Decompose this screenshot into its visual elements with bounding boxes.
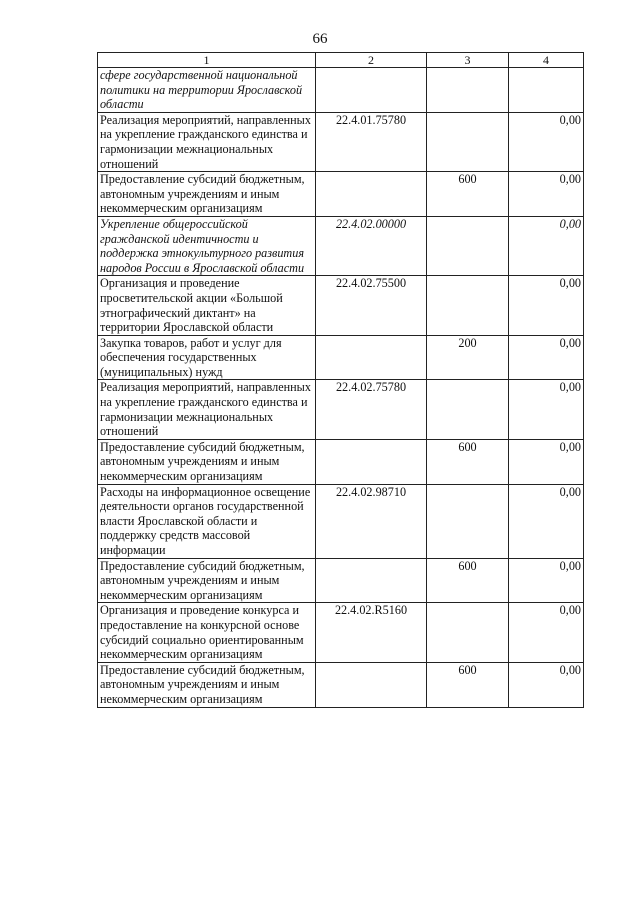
row-amount-cell: 0,00: [509, 484, 584, 558]
table-row: [98, 439, 584, 484]
table-row: [98, 335, 584, 380]
column-header-3: 3: [427, 53, 509, 68]
table-row: [98, 380, 584, 439]
row-code-cell: [316, 172, 427, 217]
row-type-cell: [427, 603, 509, 662]
budget-table: [97, 52, 584, 708]
row-type-cell: [427, 484, 509, 558]
row-name-cell: Предоставление субсидий бюджетным, автономным учреждениям и иным некоммерческим организациям: [98, 558, 316, 603]
row-code-cell: 22.4.02.00000: [316, 216, 427, 275]
row-amount-cell: 0,00: [509, 380, 584, 439]
row-type-cell: 600: [427, 558, 509, 603]
table-row: [98, 276, 584, 335]
row-amount-cell: 0,00: [509, 603, 584, 662]
table-row: [98, 68, 584, 113]
row-code-cell: [316, 335, 427, 380]
row-type-cell: [427, 276, 509, 335]
row-code-cell: 22.4.01.75780: [316, 112, 427, 171]
row-name-cell: Организация и проведение просветительской акции «Большой этнографический диктант» на территории Ярославской области: [98, 276, 316, 335]
row-name-cell: Реализация мероприятий, направленных на укрепление гражданского единства и гармонизации межнациональных отношений: [98, 380, 316, 439]
row-amount-cell: 0,00: [509, 662, 584, 707]
row-code-cell: [316, 558, 427, 603]
row-name-cell: Укрепление общероссийской гражданской идентичности и поддержка этнокультурного развития народов России в Ярославской области: [98, 216, 316, 275]
row-type-cell: [427, 216, 509, 275]
table-row: [98, 603, 584, 662]
table-row: [98, 216, 584, 275]
row-amount-cell: 0,00: [509, 439, 584, 484]
row-code-cell: 22.4.02.R5160: [316, 603, 427, 662]
row-code-cell: [316, 662, 427, 707]
row-type-cell: [427, 112, 509, 171]
row-type-cell: 600: [427, 439, 509, 484]
table-row: [98, 172, 584, 217]
row-type-cell: 600: [427, 172, 509, 217]
row-name-cell: Расходы на информационное освещение деятельности органов государственной власти Ярославской области и поддержку средств массовой информации: [98, 484, 316, 558]
table-row: [98, 112, 584, 171]
row-amount-cell: 0,00: [509, 112, 584, 171]
row-amount-cell: 0,00: [509, 216, 584, 275]
row-code-cell: [316, 439, 427, 484]
row-code-cell: 22.4.02.98710: [316, 484, 427, 558]
table-row: [98, 662, 584, 707]
row-name-cell: Организация и проведение конкурса и предоставление на конкурсной основе субсидий социально ориентированным некоммерческим организациям: [98, 603, 316, 662]
row-name-cell: Предоставление субсидий бюджетным, автономным учреждениям и иным некоммерческим организациям: [98, 662, 316, 707]
table-row: [98, 558, 584, 603]
row-type-cell: 600: [427, 662, 509, 707]
row-code-cell: [316, 68, 427, 113]
row-amount-cell: 0,00: [509, 558, 584, 603]
column-header-4: 4: [509, 53, 584, 68]
row-code-cell: 22.4.02.75780: [316, 380, 427, 439]
row-amount-cell: 0,00: [509, 335, 584, 380]
row-name-cell: Реализация мероприятий, направленных на укрепление гражданского единства и гармонизации межнациональных отношений: [98, 112, 316, 171]
table-row: [98, 484, 584, 558]
row-amount-cell: 0,00: [509, 172, 584, 217]
row-name-cell: сфере государственной национальной политики на территории Ярославской области: [98, 68, 316, 113]
row-type-cell: [427, 68, 509, 113]
row-amount-cell: [509, 68, 584, 113]
column-header-1: 1: [98, 53, 316, 68]
row-type-cell: [427, 380, 509, 439]
row-name-cell: Закупка товаров, работ и услуг для обеспечения государственных (муниципальных) нужд: [98, 335, 316, 380]
row-type-cell: 200: [427, 335, 509, 380]
row-code-cell: 22.4.02.75500: [316, 276, 427, 335]
row-name-cell: Предоставление субсидий бюджетным, автономным учреждениям и иным некоммерческим организациям: [98, 172, 316, 217]
column-header-2: 2: [316, 53, 427, 68]
row-amount-cell: 0,00: [509, 276, 584, 335]
page-number: 66: [312, 31, 328, 47]
table-header-row: [98, 53, 584, 68]
row-name-cell: Предоставление субсидий бюджетным, автономным учреждениям и иным некоммерческим организациям: [98, 439, 316, 484]
